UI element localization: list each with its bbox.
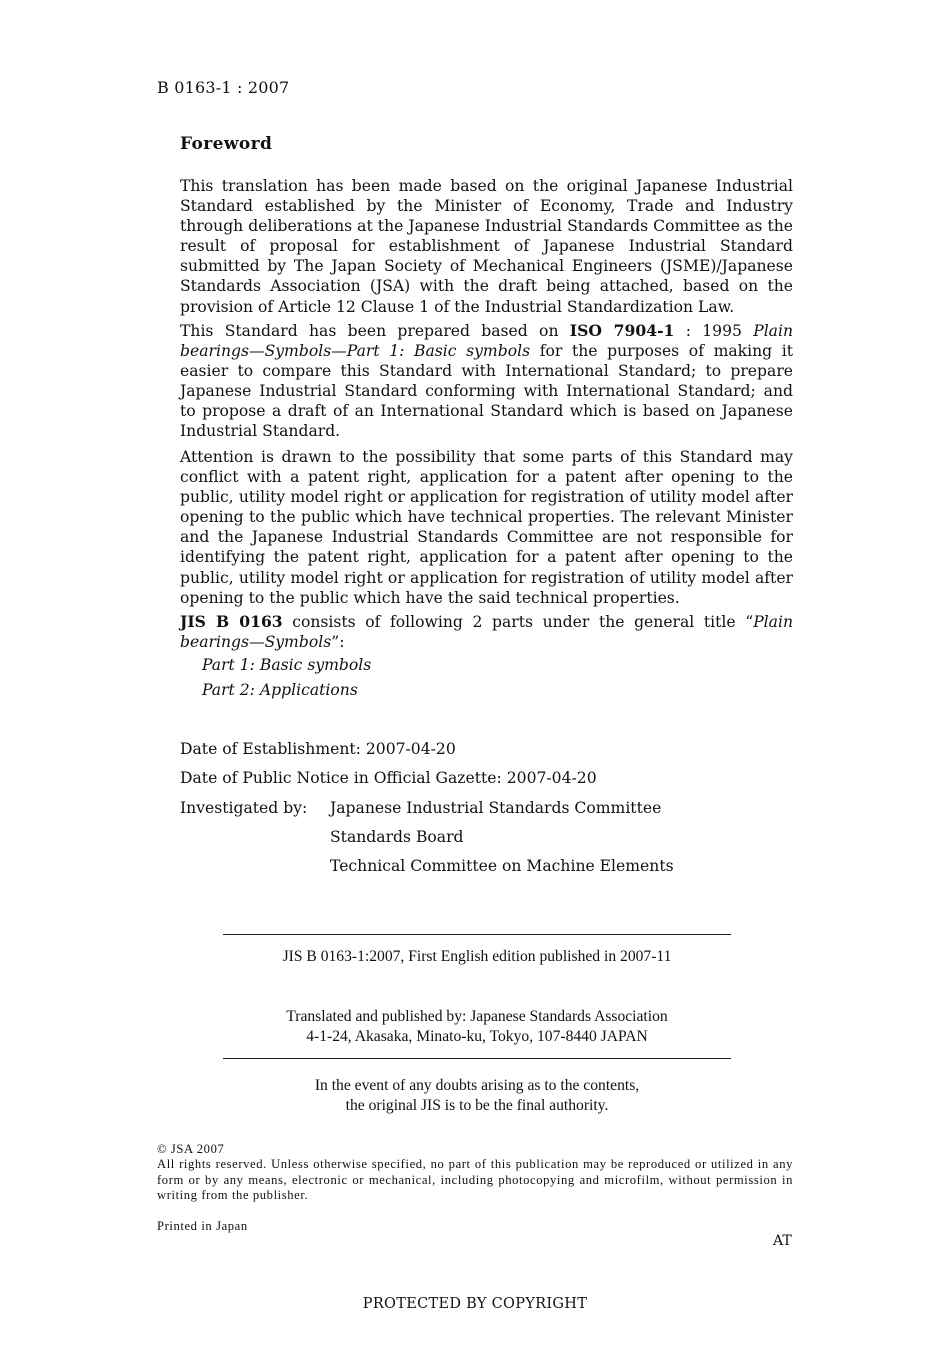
date-of-establishment: Date of Establishment: 2007-04-20 [180, 740, 456, 758]
page-mark: AT [773, 1233, 792, 1249]
foreword-paragraph-1: This translation has been made based on the original Japanese Industrial Standard established by the Minister of Economy, Trade and Industry through deliberations at the Japanese Industrial Standards Committee as the result of proposal for establishment of Japanese Industrial Standard submitted by The Japan Society of Mechanical Engineers (JSME)/Japanese Standards Association (JSA) with the draft being attached, based on the provision of Article 12 Clause 1 of the Industrial Standardization Law. [180, 177, 793, 316]
iso-year: : 1995 [674, 322, 754, 340]
authority-note-line-1: In the event of any doubts arising as to the contents, [314, 1077, 640, 1094]
foreword-paragraph-2 [180, 321, 793, 442]
rights-reserved-text: All rights reserved. Unless otherwise specified, no part of this publication may be reproduced or utilized in any form or by any means, electronic or mechanical, including photocopying and microfilm, without permission in writing from the publisher. [157, 1157, 793, 1202]
iso-reference: ISO 7904-1 [569, 321, 675, 340]
paragraph-4-end: ”: [331, 633, 345, 652]
copyright-notice: © JSA 2007 [157, 1142, 225, 1156]
investigator-committee: Japanese Industrial Standards Committee [330, 799, 662, 817]
divider-top [223, 934, 731, 935]
printed-in-japan: Printed in Japan [157, 1219, 248, 1233]
publisher-address: 4-1-24, Akasaka, Minato-ku, Tokyo, 107-8440 JAPAN [306, 1028, 648, 1045]
foreword-heading: Foreword [180, 134, 273, 154]
protected-by-copyright-banner: PROTECTED BY COPYRIGHT [362, 1296, 588, 1312]
divider-bottom [223, 1058, 731, 1059]
foreword-paragraph-3: Attention is drawn to the possibility that some parts of this Standard may conflict with a patent right, application for a patent after opening to the public, utility model right or application for registration of utility model after opening to the public which have technical properties. The relevant Minister and the Japanese Industrial Standards Committee are not responsible for identifying the patent right, application for a patent after opening to the public, utility model right or application for registration of utility model after opening to the public which have the said technical properties. [180, 448, 793, 607]
investigator-board: Standards Board [330, 828, 464, 846]
translated-by-line: Translated and published by: Japanese Standards Association [286, 1008, 668, 1025]
paragraph-4-middle: consists of following 2 parts under the general title “ [282, 613, 754, 631]
part-2-item: Part 2: Applications [202, 681, 358, 699]
edition-line: JIS B 0163-1:2007, First English edition published in 2007-11 [282, 948, 672, 965]
date-of-public-notice: Date of Public Notice in Official Gazette: 2007-04-20 [180, 769, 597, 787]
document-code: B 0163-1 : 2007 [157, 78, 290, 97]
investigated-by-label: Investigated by: [180, 799, 308, 817]
general-title: Plain bearings—Symbols [180, 613, 793, 652]
foreword-paragraph-4 [180, 612, 793, 652]
investigator-technical-committee: Technical Committee on Machine Elements [330, 857, 674, 875]
part-1-item: Part 1: Basic symbols [202, 656, 372, 674]
iso-title: Plain bearings—Symbols—Part 1: Basic symbols [180, 322, 794, 361]
paragraph-2-rest: for the purposes of making it easier to compare this Standard with International Standard; to prepare Japanese Industrial Standard conforming with International Standard; and to propose a draft of an International Standard which is based on Japanese Industrial Standard. [180, 342, 793, 441]
authority-note-line-2: the original JIS is to be the final authority. [345, 1097, 609, 1114]
paragraph-2-lead: This Standard has been prepared based on [180, 322, 570, 340]
jis-reference: JIS B 0163 [180, 612, 283, 631]
